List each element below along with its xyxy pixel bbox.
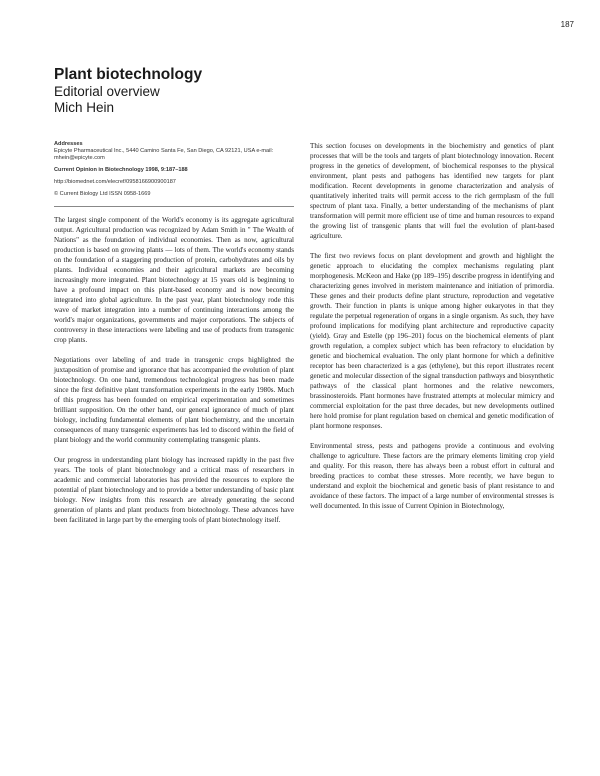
- right-column: [310, 141, 554, 521]
- right-paragraph-2: The first two reviews focus on plant development and growth and highlight the genetic approach to elucidating the complex mechanisms regulating plant morphogenesis. McKeon and Hake (pp 189–195) describe progress in identifying and characterizing genes involved in meristem maintenance and initiation of primordia. These genes and their products define plant structure, reproduction and vegetative growth. Their function in plants is unique among higher eukaryotes in that they regulate the perpetual regeneration of organs in a single organism. As such, they have profound implications for modifying plant architecture and reproductive capacity (yield). Gray and Estelle (pp 196–201) focus on the biochemical elements of plant growth regulation, a complex subject which has been refractory to elucidation by genetic and biochemical evaluation. The only plant hormone for which a definitive receptor has been characterized is a gas (ethylene), but this report illustrates recent genetic and molecular dissection of the signal transduction pathways and biosynthetic pathways of the classical plant hormones and the relative newcomers, brassinosteroids. Plant hormones have frustrated attempts at molecular mimicry and commercial exploitation for the past three decades, but new developments outlined here hold promise for plant regulation based on chemical and genetic modification of plant hormone responses.: [310, 252, 554, 430]
- left-paragraph-1: The largest single component of the World's economy is its aggregate agricultural output. Agricultural production was recognized by Adam Smith in " The Wealth of Nations" as the foundation of individual economies. Then as now, agricultural production is based on growing plants — lots of them. The world's economy stands on the foundation of a staggering production of protein, carbohydrates and oils by plants. Individual economies and their agricultural markets are becoming increasingly more integrated. Plant biotechnology at 15 years old is beginning to have a profound impact on this plant-based economy and is now becoming integrated into global agriculture. In the past year, plant biotechnology rode this wave of market integration into a number of continuing interactions among the world's major organizations, governments and major corporations. The subjects of controversy in these interactions were labeling and use of products from transgenic crop plants.: [54, 216, 294, 344]
- copyright-line: © Current Biology Ltd ISSN 0958-1669: [54, 191, 151, 197]
- addresses-label: Addresses: [54, 141, 83, 147]
- right-paragraph-1: This section focuses on developments in the biochemistry and genetics of plant processes that will be the tools and targets of plant biotechnology innovation. Recent progress in the genetics of development, of biochemical responses to the physical environment, plant pests and pathogens has identified new targets for plant modification. Recent developments in genome characterization and analysis of quantitatively inherited traits will permit access to the rich germplasm of the full spectrum of plant taxa. Finally, a better understanding of the mechanisms of plant transformation will permit more efficient use of time and human resources to expand the growing list of transgenic plants that will fuel the evolution of plant-based agriculture.: [310, 142, 554, 240]
- header-divider: [54, 206, 294, 207]
- left-paragraph-3: Our progress in understanding plant biology has increased rapidly in the past five years. The tools of plant biotechnology and a critical mass of researchers in academic and commercial laboratories has provided the resources to explore the potential of plant biotechnology and to provide a better understanding of basic plant biology. New insights from this research are already generating the second generation of plants and plant products from biotechnology. These advances have been facilitated in large part by the emerging tools of plant biotechnology itself.: [54, 456, 294, 524]
- right-paragraph-3: Environmental stress, pests and pathogens provide a continuous and evolving challenge to agriculture. These factors are the primary elements limiting crop yield and quality. For this reason, there has always been a robust effort in cultural and breeding practices to combat these stresses. More recently, we have begun to understand and exploit the biochemical and genetic basis of plant resistance to and avoidance of these factors. The impact of a large number of environmental stresses is well documented. In this issue of Current Opinion in Biotechnology,: [310, 442, 554, 510]
- article-subtitle: Editorial overview: [54, 84, 160, 99]
- author-address: Epicyte Pharmaceutical Inc., 5440 Camino Santa Fe, San Diego, CA 92121, USA e-mail: mhein@epicyte.com: [54, 148, 274, 161]
- journal-citation: Current Opinion in Biotechnology 1998, 9:187–188: [54, 167, 188, 173]
- article-title: Plant biotechnology: [54, 66, 203, 83]
- left-paragraph-2: Negotiations over labeling of and trade in transgenic crops highlighted the juxtaposition of promise and ignorance that has accompanied the evolution of plant biotechnology. On one hand, tremendous technological progress has been made since the first definitive plant transformation experiments in the early 1980s. Much of this progress has been founded on empirical experimentation and sometimes brilliant supposition. On the other hand, our general ignorance of much of plant biology, including fundamental elements of plant biochemistry, and the uncertain consequences of many transgenic experiments has led to discord within the field of plant biology and the world community contemplating transgenic plants.: [54, 356, 294, 444]
- article-author: Mich Hein: [54, 100, 115, 115]
- article-metadata: [54, 141, 294, 198]
- page-number: 187: [560, 20, 574, 29]
- article-url[interactable]: http://biomednet.com/elecref/0958166900900187: [54, 179, 176, 185]
- left-column: [54, 215, 294, 535]
- article-header: [54, 66, 334, 116]
